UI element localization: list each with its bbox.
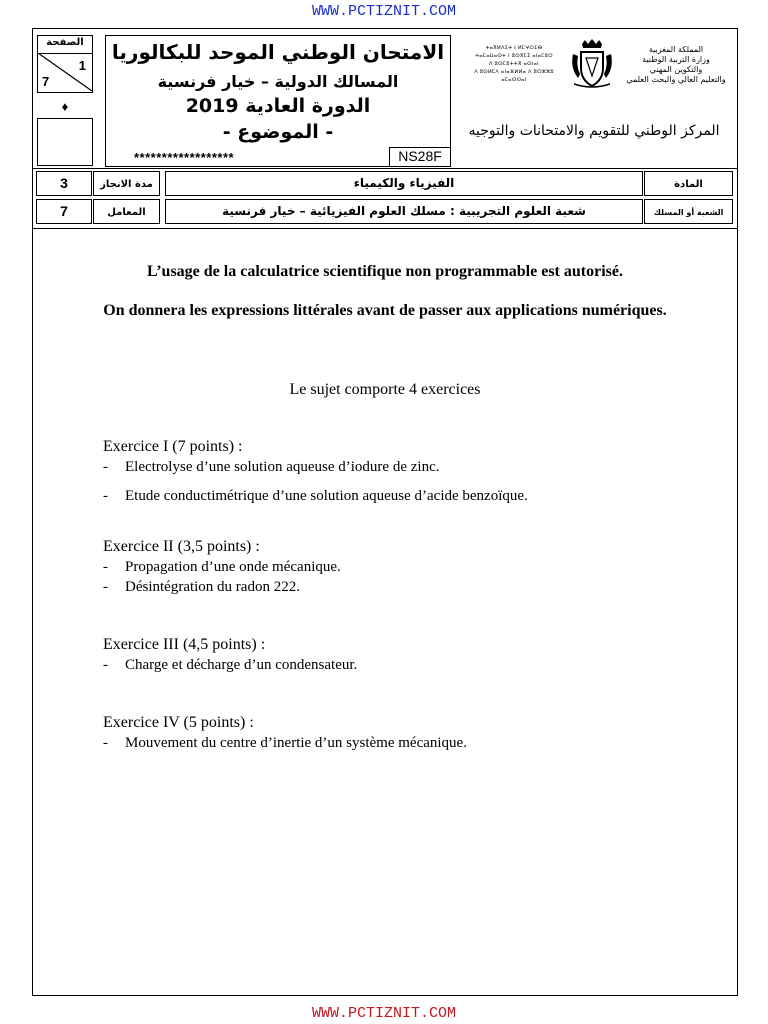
duration-value-cell [36,171,92,196]
item-text: Mouvement du centre d’inertie d’un système mécanique. [125,735,467,751]
tifinagh-line: ⵜⴰⵎⴰⵡⴰⵙⵜ ⵏ ⵓⵙⴳⵎⵉ ⴰⵏⴰⵎⵓⵔ [475,53,553,59]
exercise-2-item-1 [103,559,341,576]
item-text: Désintégration du radon 222. [125,579,300,595]
ministry-tifinagh [464,44,564,84]
info-top-border [32,168,738,169]
exam-code: NS28F [389,147,450,166]
subject-label-cell [644,171,733,196]
subject-value-cell [165,171,643,196]
exercise-2-title: Exercice II (3,5 points) : [103,538,260,555]
page-total: 7 [42,74,50,89]
coefficient-label-cell [93,199,160,224]
footer-url: WWW.PCTIZNIT.COM [311,1005,457,1022]
track-value: شعبة العلوم التجريبية : مسلك العلوم الفيزيائية – خيار فرنسية [222,204,586,218]
item-text: Charge et décharge d’un condensateur. [125,657,358,673]
page-number-box [37,35,93,93]
empty-box [37,118,93,166]
bullet-dash: - [103,559,108,575]
track-value-cell [165,199,643,224]
ministry-line: وزارة التربية الوطنية [642,55,710,64]
stars-line: ****************** [134,150,235,165]
info-bottom-border [32,228,738,229]
track-label-cell [644,199,733,224]
track-label: الشعبة أو المسلك [653,208,724,217]
coefficient-value-cell [36,199,92,224]
coefficient-label: المعامل [107,207,146,218]
diamond-icon: ♦ [61,99,69,114]
exercise-1-item-1 [103,459,439,476]
exam-subject-label: - الموضوع - [222,121,334,143]
ministry-line: المملكة المغربية [648,45,704,54]
evaluation-center: المركز الوطني للتقويم والامتحانات والتوجيه [468,123,720,139]
exam-track: المسالك الدولية – خيار فرنسية [157,72,399,91]
exercise-4-title: Exercice IV (5 points) : [103,714,254,731]
coefficient-value: 7 [60,203,68,219]
item-text: Propagation d’une onde mécanique. [125,559,341,575]
exercise-3-item-1 [103,657,357,674]
item-text: Electrolyse d’une solution aqueuse d’iodure de zinc. [125,459,440,475]
calculator-instruction: L’usage de la calculatrice scientifique non programmable est autorisé. [147,263,623,280]
tifinagh-line: ⴷ ⵓⵙⵍⵎⴷ ⴰⵏⴰⴼⵍⵍⴰ ⴷ ⵓⵔⵣⵣⵓ ⴰⵎⴰⵙⵙⴰⵏ [474,69,554,83]
exercise-1-title: Exercice I (7 points) : [103,438,243,455]
coat-of-arms-icon [568,38,616,90]
bullet-dash: - [103,459,108,475]
bullet-dash: - [103,579,108,595]
ministry-line: والتكوين المهني [649,65,703,74]
subject-label: المادة [674,179,703,190]
item-text: Etude conductimétrique d’une solution aqueuse d’acide benzoïque. [125,488,528,504]
ministry-line: والتعليم العالي والبحث العلمي [626,75,726,84]
exercise-3-title: Exercice III (4,5 points) : [103,636,266,653]
page-label: الصفحة [46,37,84,48]
tifinagh-line: ⵜⴰⴳⵍⴷⵉⵜ ⵏ ⵍⵎⵖⵔⵉⴱ [485,45,543,51]
ministry-arabic [620,45,732,85]
exercise-1-item-2 [103,488,528,505]
exercise-count: Le sujet comporte 4 exercices [289,381,481,398]
bullet-dash: - [103,735,108,751]
duration-label: مدة الانجاز [100,179,153,190]
page-current: 1 [78,58,86,73]
duration-value: 3 [60,175,68,191]
exam-session: الدورة العادية 2019 [185,95,371,117]
bullet-dash: - [103,488,108,504]
exam-title: الامتحان الوطني الموحد للبكالوريا [111,40,445,64]
bullet-dash: - [103,657,108,673]
subject-value: الفيزياء والكيمياء [353,176,455,190]
exercise-2-item-2 [103,579,300,596]
header-url: WWW.PCTIZNIT.COM [311,3,457,20]
title-box [105,35,451,167]
tifinagh-line: ⴷ ⵓⵙⵎⵓⵜⵜⴳ ⴰⵙⵏⴰⵏ [489,61,539,67]
exercise-4-item-1 [103,735,467,752]
duration-label-cell [93,171,160,196]
expressions-instruction: On donnera les expressions littérales avant de passer aux applications numériques. [103,302,667,319]
